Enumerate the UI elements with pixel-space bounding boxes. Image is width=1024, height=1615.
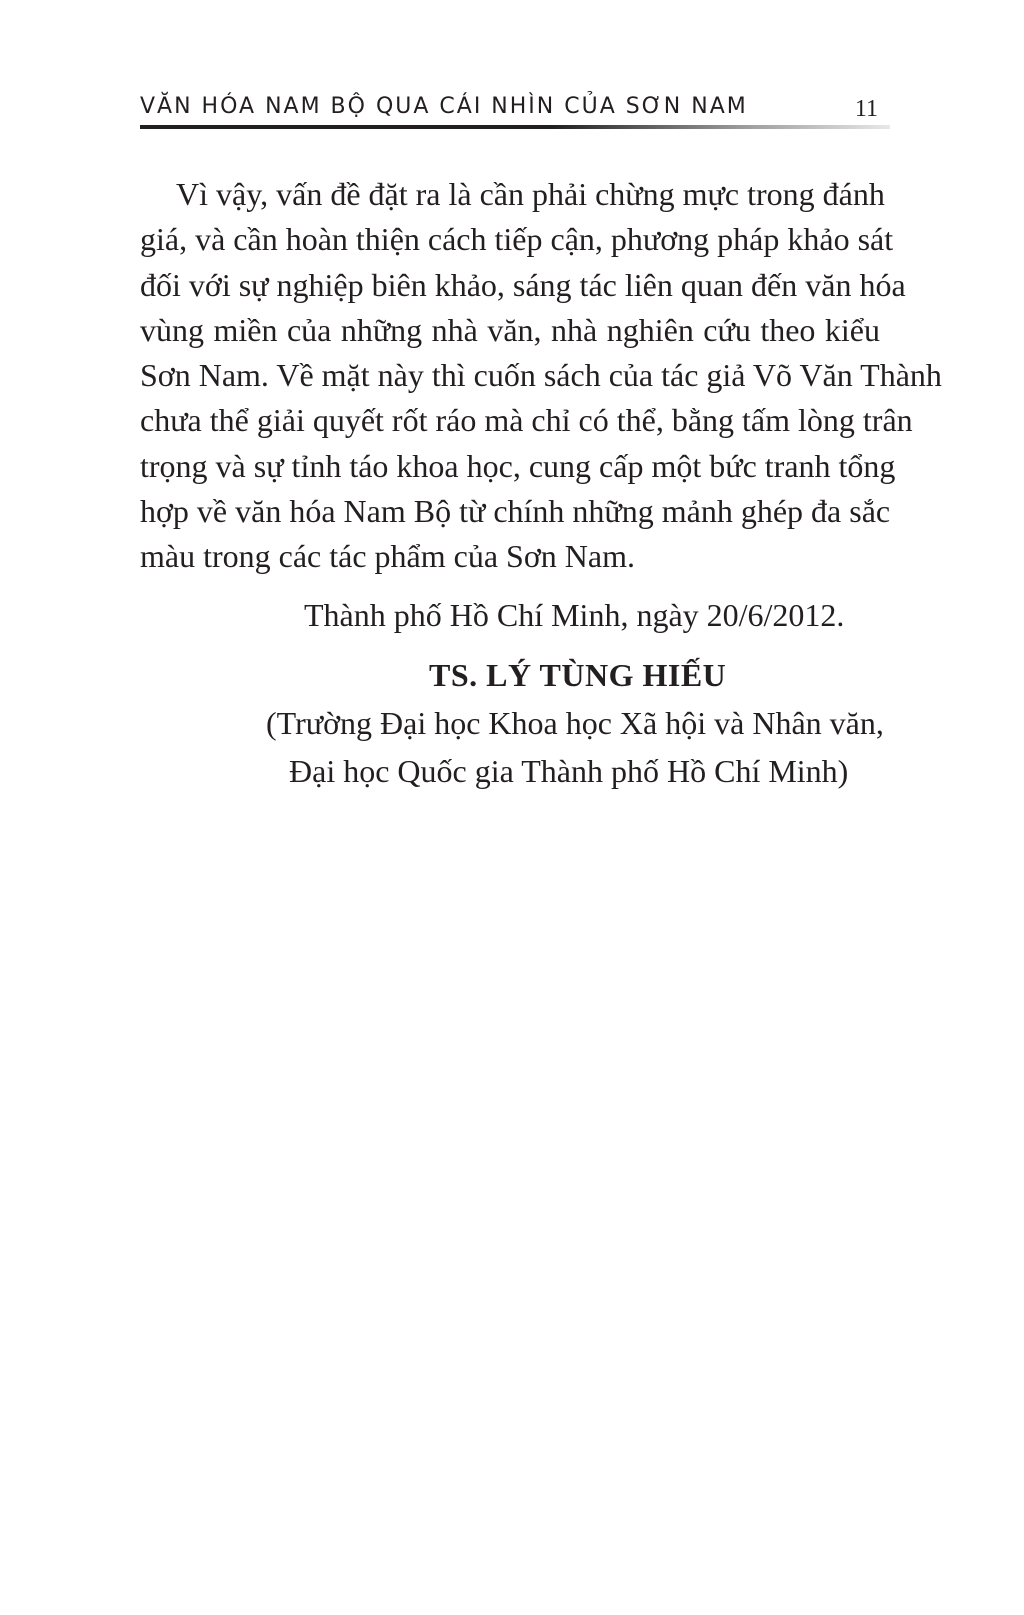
author-affiliation: (Trường Đại học Khoa học Xã hội và Nhân văn, [266, 705, 884, 741]
running-header-title: VĂN HÓA NAM BỘ QUA CÁI NHÌN CỦA SƠN NAM [140, 94, 748, 119]
body-line: giá, và cần hoàn thiện cách tiếp cận, phương pháp khảo sát [140, 221, 894, 258]
body-line: hợp về văn hóa Nam Bộ từ chính những mảnh ghép đa sắc [140, 493, 891, 530]
page-number: 11 [854, 96, 878, 122]
body-line: vùng miền của những nhà văn, nhà nghiên cứu theo kiểu [140, 311, 880, 348]
body-line: Sơn Nam. Về mặt này thì cuốn sách của tác giả Võ Văn Thành [140, 357, 942, 394]
body-line: màu trong các tác phẩm của Sơn Nam. [140, 538, 635, 575]
running-header [140, 88, 900, 132]
place-date: Thành phố Hồ Chí Minh, ngày 20/6/2012. [304, 597, 845, 633]
author-affiliation: Đại học Quốc gia Thành phố Hồ Chí Minh) [289, 753, 849, 789]
body-paragraph [140, 172, 942, 580]
body-line: trọng và sự tỉnh táo khoa học, cung cấp một bức tranh tổng [140, 447, 896, 484]
author-name: TS. LÝ TÙNG HIẾU [429, 657, 727, 693]
body-line: chưa thể giải quyết rốt ráo mà chỉ có thể, bằng tấm lòng trân [140, 402, 913, 439]
body-line: đối với sự nghiệp biên khảo, sáng tác liên quan đến văn hóa [140, 266, 906, 303]
header-rule [140, 125, 890, 129]
body-line: Vì vậy, vấn đề đặt ra là cần phải chừng mực trong đánh [176, 176, 885, 212]
